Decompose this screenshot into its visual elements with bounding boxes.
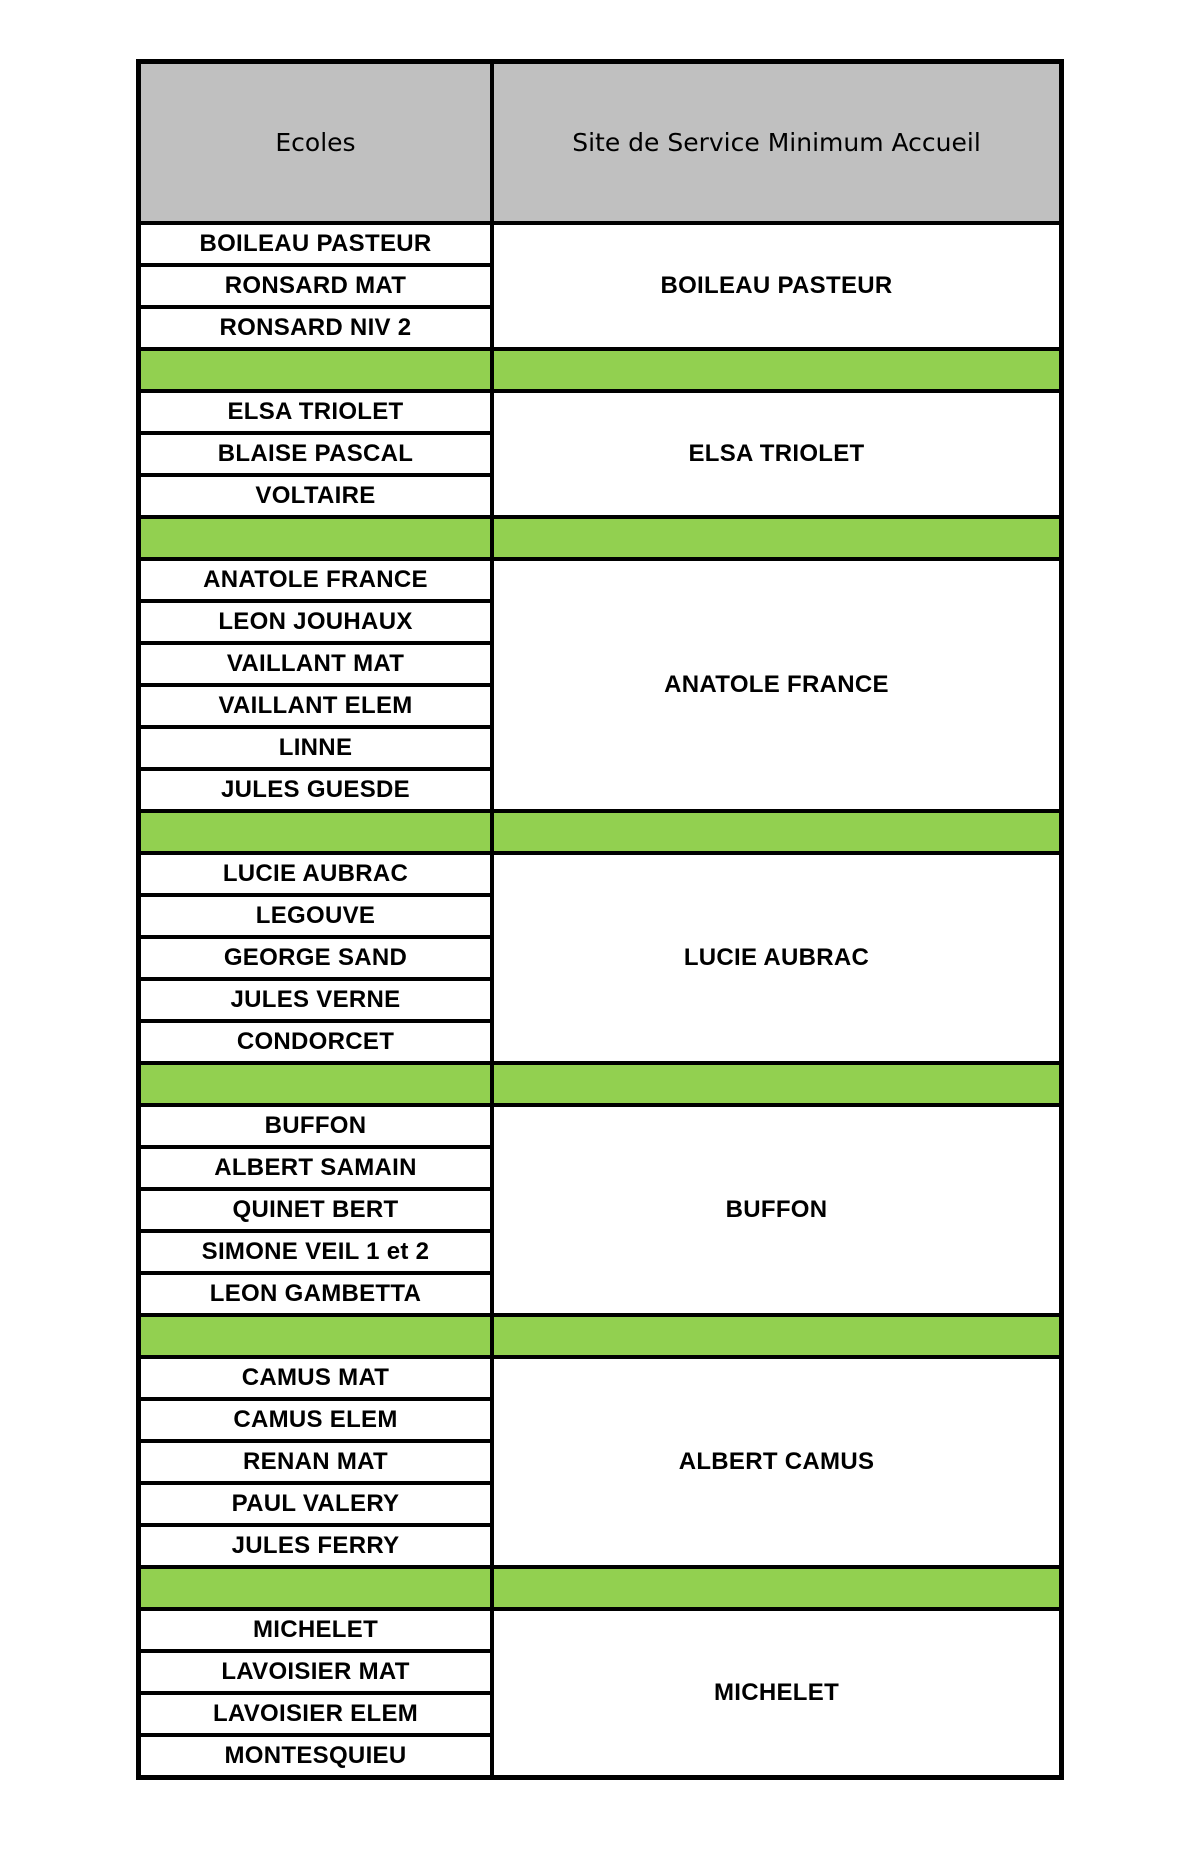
school-cell: LAVOISIER ELEM bbox=[141, 1695, 490, 1733]
separator-right bbox=[494, 813, 1059, 851]
header-schools: Ecoles bbox=[141, 64, 490, 221]
separator-right bbox=[494, 519, 1059, 557]
school-cell: QUINET BERT bbox=[141, 1191, 490, 1229]
school-cell: CAMUS ELEM bbox=[141, 1401, 490, 1439]
separator-left bbox=[141, 813, 490, 851]
school-cell: VAILLANT ELEM bbox=[141, 687, 490, 725]
school-cell: GEORGE SAND bbox=[141, 939, 490, 977]
separator-left bbox=[141, 1317, 490, 1355]
school-cell: RENAN MAT bbox=[141, 1443, 490, 1481]
schools-table bbox=[136, 59, 1064, 1780]
school-cell: VOLTAIRE bbox=[141, 477, 490, 515]
separator-right bbox=[494, 1065, 1059, 1103]
separator-right bbox=[494, 351, 1059, 389]
site-cell: BUFFON bbox=[494, 1107, 1059, 1313]
site-cell: LUCIE AUBRAC bbox=[494, 855, 1059, 1061]
school-cell: BUFFON bbox=[141, 1107, 490, 1145]
school-cell: ELSA TRIOLET bbox=[141, 393, 490, 431]
header-site: Site de Service Minimum Accueil bbox=[494, 64, 1059, 221]
school-cell: SIMONE VEIL 1 et 2 bbox=[141, 1233, 490, 1271]
school-cell: BLAISE PASCAL bbox=[141, 435, 490, 473]
school-cell: JULES VERNE bbox=[141, 981, 490, 1019]
separator-left bbox=[141, 1065, 490, 1103]
school-cell: CONDORCET bbox=[141, 1023, 490, 1061]
school-cell: LINNE bbox=[141, 729, 490, 767]
school-cell: ANATOLE FRANCE bbox=[141, 561, 490, 599]
school-cell: RONSARD MAT bbox=[141, 267, 490, 305]
school-cell: JULES FERRY bbox=[141, 1527, 490, 1565]
school-cell: BOILEAU PASTEUR bbox=[141, 225, 490, 263]
school-cell: PAUL VALERY bbox=[141, 1485, 490, 1523]
school-cell: LEON GAMBETTA bbox=[141, 1275, 490, 1313]
school-cell: LEGOUVE bbox=[141, 897, 490, 935]
separator-right bbox=[494, 1569, 1059, 1607]
site-cell: MICHELET bbox=[494, 1611, 1059, 1775]
site-cell: ELSA TRIOLET bbox=[494, 393, 1059, 515]
school-cell: MICHELET bbox=[141, 1611, 490, 1649]
separator-left bbox=[141, 1569, 490, 1607]
school-cell: ALBERT SAMAIN bbox=[141, 1149, 490, 1187]
separator-left bbox=[141, 351, 490, 389]
school-cell: VAILLANT MAT bbox=[141, 645, 490, 683]
site-cell: ANATOLE FRANCE bbox=[494, 561, 1059, 809]
separator-right bbox=[494, 1317, 1059, 1355]
school-cell: JULES GUESDE bbox=[141, 771, 490, 809]
school-cell: LEON JOUHAUX bbox=[141, 603, 490, 641]
school-cell: RONSARD NIV 2 bbox=[141, 309, 490, 347]
site-cell: BOILEAU PASTEUR bbox=[494, 225, 1059, 347]
school-cell: MONTESQUIEU bbox=[141, 1737, 490, 1775]
school-cell: CAMUS MAT bbox=[141, 1359, 490, 1397]
site-cell: ALBERT CAMUS bbox=[494, 1359, 1059, 1565]
school-cell: LAVOISIER MAT bbox=[141, 1653, 490, 1691]
school-cell: LUCIE AUBRAC bbox=[141, 855, 490, 893]
separator-left bbox=[141, 519, 490, 557]
